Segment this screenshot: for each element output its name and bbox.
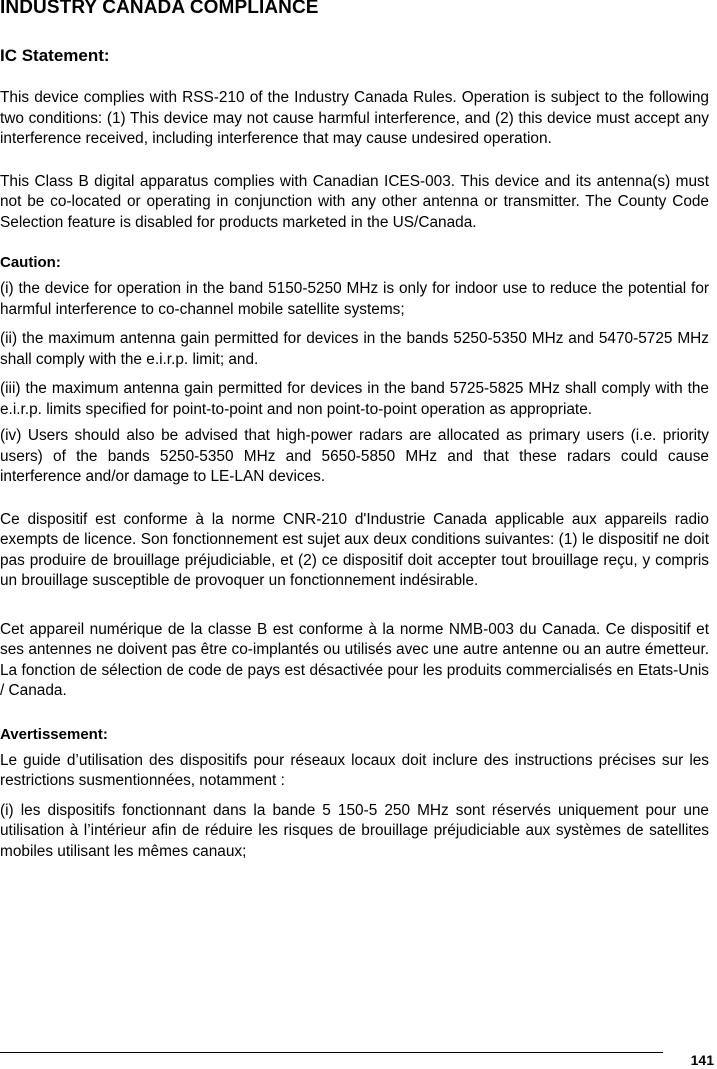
caution-title: Caution:	[0, 254, 61, 271]
caution-item: (iii) the maximum antenna gain permitted for devices in the band 5725-5825 MHz shall comply with the e.i.r.p. limits specified for point-to-point and non point-to-point operation as appropriate.	[0, 380, 709, 418]
avertissement-section	[0, 725, 709, 863]
ic-statement-title: IC Statement:	[0, 46, 110, 65]
french-statement-section	[0, 510, 709, 702]
ic-statement-paragraph: This Class B digital apparatus complies with Canadian ICES-003. This device and its antenna(s) must not be co-located or operating in conjunction with any other antenna or transmitter. The County Code Selection feature is disabled for products marketed in the US/Canada.	[0, 172, 709, 231]
ic-statement-section	[0, 46, 709, 233]
page-heading: INDUSTRY CANADA COMPLIANCE	[0, 0, 319, 18]
avertissement-intro: Le guide d’utilisation des dispositifs pour réseaux locaux doit inclure des instructions précises sur les restrictions susmentionnées, notamment :	[0, 751, 709, 789]
caution-item: (ii) the maximum antenna gain permitted for devices in the bands 5250-5350 MHz and 5470-5725 MHz shall comply with the e.i.r.p. limit; and.	[0, 330, 709, 368]
french-paragraph: Cet appareil numérique de la classe B est conforme à la norme NMB-003 du Canada. Ce dispositif et ses antennes ne doivent pas être co-implantés ou utilisés avec une autre antenne ou an autre émetteur. La fonction de sélection de code de pays est désactivée pour les produits commercialisés en Etats-Unis / Canada.	[0, 620, 709, 699]
avertissement-item: (i) les dispositifs fonctionnant dans la bande 5 150-5 250 MHz sont réservés uniquement pour une utilisation à l’intérieur afin de réduire les risques de brouillage préjudiciable aux systèmes de satellites mobiles utilisant les mêmes canaux;	[0, 801, 709, 860]
footer-divider	[0, 1052, 663, 1053]
caution-section	[0, 253, 709, 488]
caution-item: (iv) Users should also be advised that high-power radars are allocated as primary users (i.e. priority users) of the bands 5250-5350 MHz and 5650-5850 MHz and that these radars could cause interference and/or damage to LE-LAN devices.	[0, 427, 709, 485]
ic-statement-paragraph: This device complies with RSS-210 of the Industry Canada Rules. Operation is subject to the following two conditions: (1) This device may not cause harmful interference, and (2) this device must accept any interference received, including interference that may cause undesired operation.	[0, 89, 709, 147]
caution-item: (i) the device for operation in the band 5150-5250 MHz is only for indoor use to reduce the potential for harmful interference to co-channel mobile satellite systems;	[0, 280, 709, 318]
page-number: 141	[690, 1052, 714, 1068]
french-paragraph: Ce dispositif est conforme à la norme CNR-210 d'Industrie Canada applicable aux appareils radio exempts de licence. Son fonctionnement est sujet aux deux conditions suivantes: (1) le dispositif ne doit pas produire de brouillage préjudiciable, et (2) ce dispositif doit accepter tout brouillage reçu, y compris un brouillage susceptible de provoquer un fonctionnement indésirable.	[0, 510, 709, 589]
avertissement-title: Avertissement:	[0, 725, 108, 743]
